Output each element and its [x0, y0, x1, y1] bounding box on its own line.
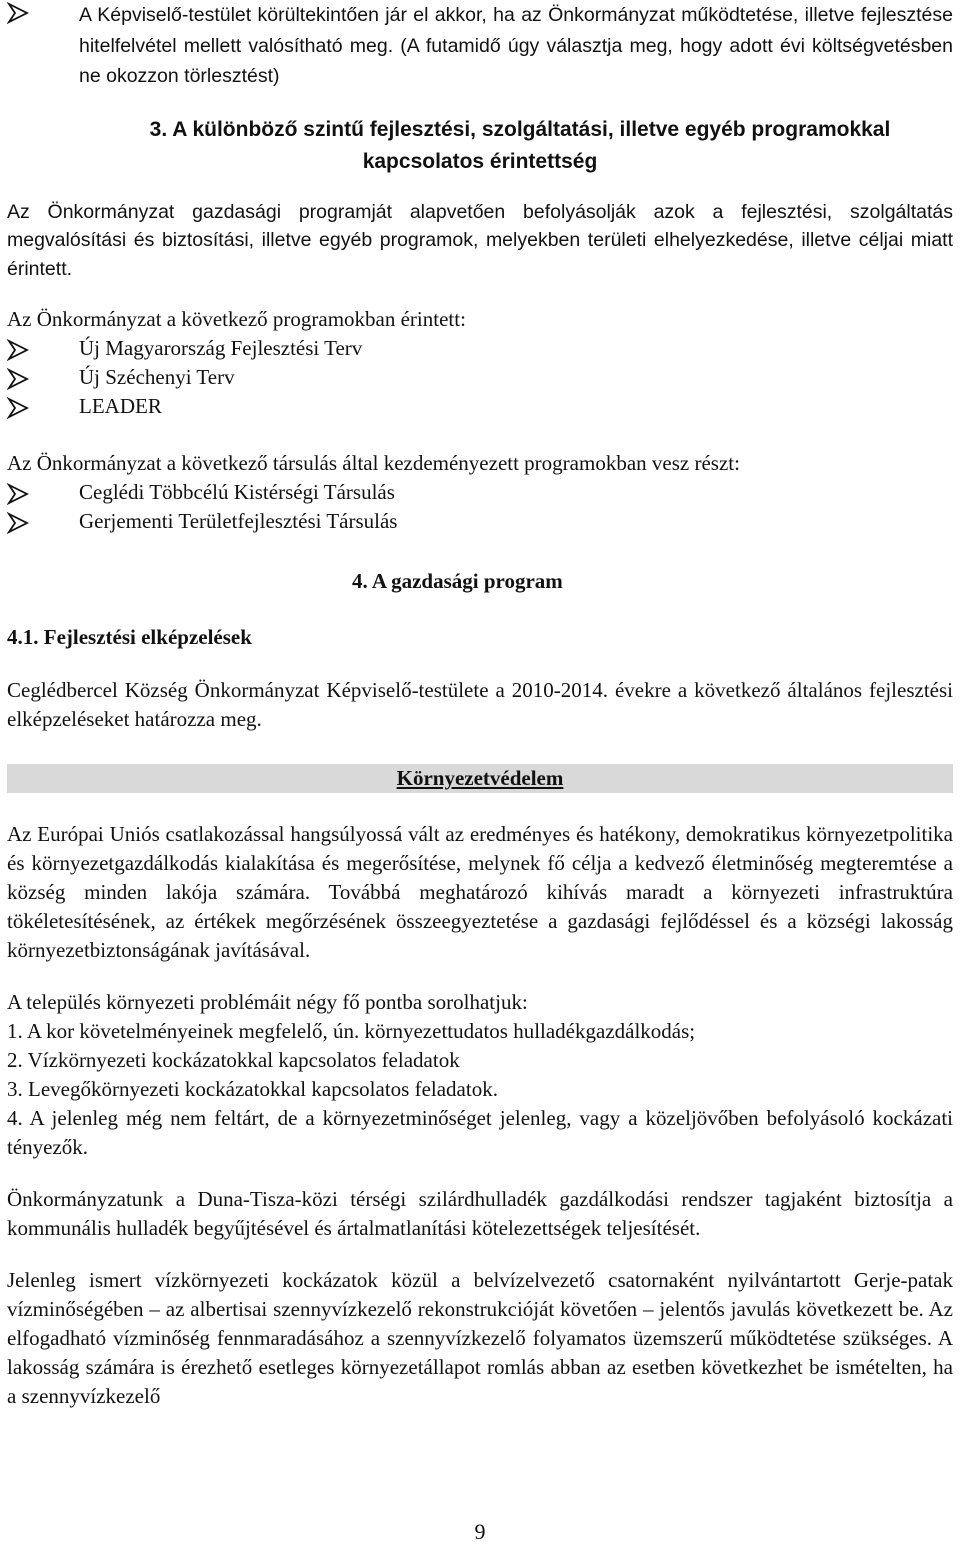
section3-heading-line2: kapcsolatos érintettség [362, 149, 598, 173]
arrow-bullet-icon [7, 338, 29, 362]
arrow-bullet-icon [7, 511, 29, 535]
section3-heading [7, 114, 953, 178]
section4-paragraph: Ceglédbercel Község Önkormányzat Képviselő-testülete a 2010-2014. évekre a következő általános fejlesztési elképzeléseket határozza meg. [7, 678, 953, 731]
section3-paragraph: Az Önkormányzat gazdasági programját alapvetően befolyásolják azok a fejlesztési, szolgáltatás megvalósítási és biztosítási, illetve egyéb programok, melyekben területi elhelyezkedése, illetve céljai miatt érintett. [7, 200, 953, 280]
list-item: 4. A jelenleg még nem feltárt, de a környezetminőséget jelenleg, vagy a közeljövőben befolyásoló kockázati tényezők. [7, 1106, 953, 1159]
environment-list-intro: A település környezeti problémáit négy fő pontba sorolhatjuk: [7, 990, 528, 1014]
association-list [7, 478, 953, 536]
arrow-bullet-icon [7, 1, 29, 25]
program-item [7, 363, 953, 392]
environment-title-bar [7, 764, 953, 793]
program-item-text: Új Széchenyi Terv [79, 365, 235, 389]
environment-paragraph-1: Az Európai Uniós csatlakozással hangsúlyossá vált az eredményes és hatékony, demokratikus környezetpolitika és környezetgazdálkodás kialakítása és megerősítése, melynek fő célja a kedvező életminőség megteremtése a község minden lakója számára. Továbbá meghatározó kihívás maradt a környezeti infrastruktúra tökéletesítésének, az értékek megőrzésének összeegyeztetése a gazdasági fejlődéssel és a községi lakosság környezetbiztonságának javításával. [7, 822, 953, 962]
program-item [7, 334, 953, 363]
association-item-text: Gerjementi Területfejlesztési Társulás [79, 509, 398, 533]
environment-paragraph-3: Jelenleg ismert vízkörnyezeti kockázatok közül a belvízelvezető csatornaként nyilvántartott Gerje-patak vízminőségében – az albertisai szennyvízkezelő rekonstrukcióját követően – jelentős javulás következett be. Az elfogadható vízminőség fennmaradásához a szennyvízkezelő folyamatos üzemszerű működtetése szükséges. A lakosság számára is érezhető esetleges környezetállapot romlás abban az esetben következhet be ismételten, ha a szennyvízkezelő [7, 1268, 953, 1408]
arrow-bullet-icon [7, 482, 29, 506]
section3-heading-line1: 3. A különböző szintű fejlesztési, szolgáltatási, illetve egyéb programokkal [149, 117, 891, 141]
list-item: 1. A kor követelményeinek megfelelő, ún. környezettudatos hulladékgazdálkodás; [7, 1019, 696, 1043]
bullet-item [7, 0, 953, 92]
environment-title: Környezetvédelem [396, 766, 564, 790]
environment-problem-list [7, 1017, 953, 1162]
association-item-text: Ceglédi Többcélú Kistérségi Társulás [79, 480, 395, 504]
list-item: 3. Levegőkörnyezeti kockázatokkal kapcsolatos feladatok. [7, 1077, 498, 1101]
section4-subheading: 4.1. Fejlesztési elképzelések [7, 625, 252, 649]
association-item [7, 478, 953, 507]
program-item-text: Új Magyarország Fejlesztési Terv [79, 336, 363, 360]
bullet-text: A Képviselő-testület körültekintően jár el akkor, ha az Önkormányzat működtetése, illetve fejlesztése hitelfelvétel mellett valósítható meg. (A futamidő úgy választja meg, hogy adott évi költségvetésben ne okozzon törlesztést) [79, 4, 953, 87]
programs-intro: Az Önkormányzat a következő programokban érintett: [7, 307, 466, 331]
programs-list [7, 334, 953, 421]
program-item-text: LEADER [79, 394, 162, 418]
document-page [7, 0, 953, 1411]
section4-heading: 4. A gazdasági program [352, 569, 563, 593]
arrow-bullet-icon [7, 396, 29, 420]
environment-paragraph-2: Önkormányzatunk a Duna-Tisza-közi térségi szilárdhulladék gazdálkodási rendszer tagjaként biztosítja a kommunális hulladék begyűjtésével és ártalmatlanítási kötelezettségek teljesítését. [7, 1187, 953, 1240]
arrow-bullet-icon [7, 367, 29, 391]
list-item: 2. Vízkörnyezeti kockázatokkal kapcsolatos feladatok [7, 1048, 460, 1072]
program-item [7, 392, 953, 421]
page-number: 9 [474, 1519, 486, 1544]
association-item [7, 507, 953, 536]
association-intro: Az Önkormányzat a következő társulás által kezdeményezett programokban vesz részt: [7, 451, 740, 475]
